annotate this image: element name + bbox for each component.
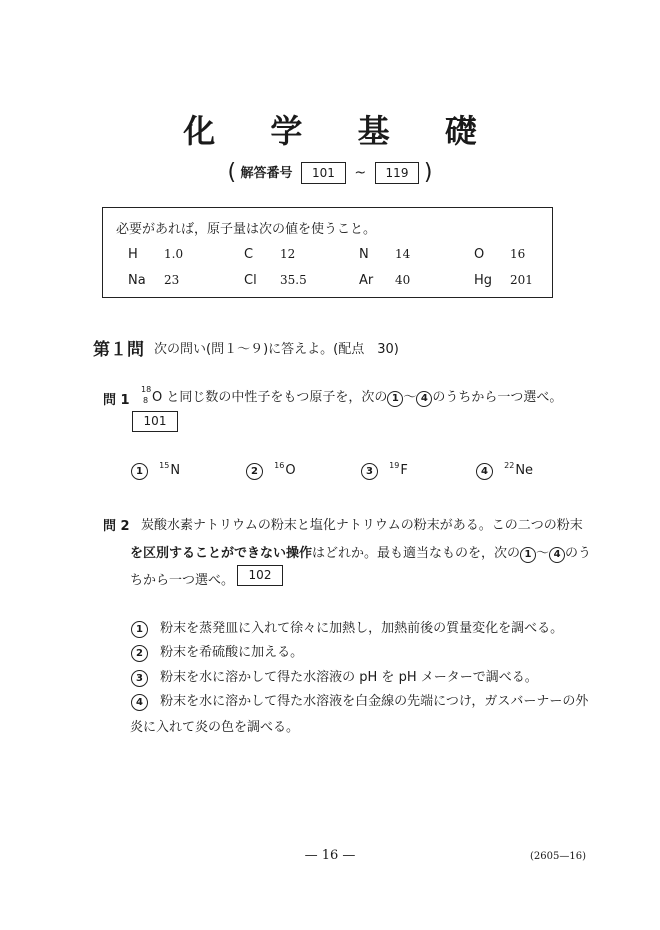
open-paren: ( — [227, 160, 237, 185]
answer-range-end: 119 — [375, 162, 420, 184]
choice-1[interactable] — [131, 461, 180, 480]
option-1[interactable] — [131, 617, 563, 638]
element-symbol: H — [128, 247, 138, 262]
choice-number: 1 — [131, 621, 148, 638]
atomic-mass-entry — [359, 273, 410, 288]
element-symbol: O — [285, 463, 296, 478]
element-mass: 12 — [280, 247, 296, 261]
element-symbol: O — [152, 390, 163, 405]
element-mass: 40 — [395, 273, 411, 287]
atomic-mass-intro: 必要があれば，原子量は次の値を使うこと。 — [116, 222, 377, 237]
question-2-line-2-rest: はどれか。最も適当なものを，次の — [312, 546, 521, 561]
page-title: 化 学 基 礎 — [183, 112, 499, 150]
choice-number: 4 — [476, 463, 493, 480]
question-2-line-2-tail: のう — [565, 546, 592, 561]
atomic-mass-entry — [128, 273, 179, 288]
choice-number: 3 — [361, 463, 378, 480]
option-4-continuation: 炎に入れて炎の色を調べる。 — [130, 720, 300, 735]
atomic-mass-entry — [244, 273, 307, 288]
question-2-line-2 — [130, 542, 591, 563]
element-symbol: Na — [128, 273, 146, 288]
question-1-text-a: と同じ数の中性子をもつ原子を，次の — [166, 390, 388, 405]
answer-range-label: 解答番号 — [240, 166, 293, 181]
choice-ref-1: 1 — [387, 391, 403, 407]
option-text: 粉末を水に溶かして得た水溶液を白金線の先端につけ，ガスバーナーの外 — [160, 694, 589, 709]
close-paren: ) — [423, 160, 433, 185]
question-2-line-1: 炭酸水素ナトリウムの粉末と塩化ナトリウムの粉末がある。この二つの粉末 — [141, 518, 583, 533]
element-mass: 35.5 — [280, 273, 307, 287]
element-symbol: F — [400, 463, 408, 478]
question-1-text — [141, 386, 562, 407]
answer-range — [0, 160, 660, 185]
choice-number: 2 — [131, 645, 148, 662]
choice-ref-4: 4 — [416, 391, 432, 407]
nuclide-notation — [141, 385, 152, 405]
mass-number: 19 — [389, 461, 400, 470]
atomic-mass-entry — [359, 247, 410, 262]
choice-3[interactable] — [361, 461, 408, 480]
question-2-line-3: ちから一つ選べ。 — [130, 573, 235, 588]
element-mass: 14 — [395, 247, 411, 261]
atomic-mass-entry — [474, 273, 533, 288]
element-symbol: N — [359, 247, 369, 262]
option-3[interactable] — [131, 666, 538, 687]
element-mass: 201 — [510, 273, 533, 287]
mass-number: 16 — [274, 461, 285, 470]
choice-number: 3 — [131, 670, 148, 687]
answer-range-tilde: ~ — [354, 165, 367, 181]
section-heading: 第１問 — [93, 340, 144, 360]
element-mass: 1.0 — [164, 247, 184, 261]
element-symbol: Hg — [474, 273, 493, 288]
mass-number: 22 — [504, 461, 515, 470]
element-symbol: O — [474, 247, 485, 262]
answer-box-101[interactable]: 101 — [132, 411, 178, 432]
choice-2[interactable] — [246, 461, 296, 480]
choice-ref-4: 4 — [549, 547, 565, 563]
range-tilde: ～ — [403, 390, 417, 405]
option-text: 粉末を希硫酸に加える。 — [160, 645, 304, 660]
element-symbol: Ne — [515, 463, 534, 478]
atomic-number: 8 — [143, 396, 149, 405]
mass-number: 18 — [141, 385, 152, 394]
mass-number: 15 — [159, 461, 170, 470]
element-symbol: C — [244, 247, 254, 262]
element-symbol: N — [170, 463, 181, 478]
question-1-label: 問 1 — [103, 393, 130, 408]
choice-ref-1: 1 — [520, 547, 536, 563]
question-2-label: 問 2 — [103, 519, 130, 534]
option-4[interactable] — [131, 690, 588, 711]
choice-4[interactable] — [476, 461, 533, 480]
choice-number: 4 — [131, 694, 148, 711]
option-2[interactable] — [131, 641, 303, 662]
question-1-text-b: のうちから一つ選べ。 — [432, 390, 563, 405]
answer-box-102[interactable]: 102 — [237, 565, 283, 586]
answer-range-start: 101 — [301, 162, 346, 184]
choice-number: 2 — [246, 463, 263, 480]
choice-number: 1 — [131, 463, 148, 480]
emphasis-text: を区別することができない操作 — [130, 546, 313, 561]
section-description: 次の問い(問１～９)に答えよ。(配点 30) — [154, 342, 399, 357]
exam-code: (2605—16) — [530, 851, 586, 862]
range-tilde: ～ — [536, 546, 550, 561]
atomic-mass-entry — [244, 247, 295, 262]
element-mass: 16 — [510, 247, 526, 261]
option-text: 粉末を水に溶かして得た水溶液の pH を pH メーターで調べる。 — [160, 670, 538, 685]
atomic-mass-entry — [128, 247, 183, 262]
atomic-mass-entry — [474, 247, 525, 262]
page-number: — 16 — — [304, 848, 356, 863]
element-symbol: Ar — [359, 273, 374, 288]
option-text: 粉末を蒸発皿に入れて徐々に加熱し，加熱前後の質量変化を調べる。 — [160, 621, 564, 636]
element-mass: 23 — [164, 273, 180, 287]
element-symbol: Cl — [244, 273, 257, 288]
